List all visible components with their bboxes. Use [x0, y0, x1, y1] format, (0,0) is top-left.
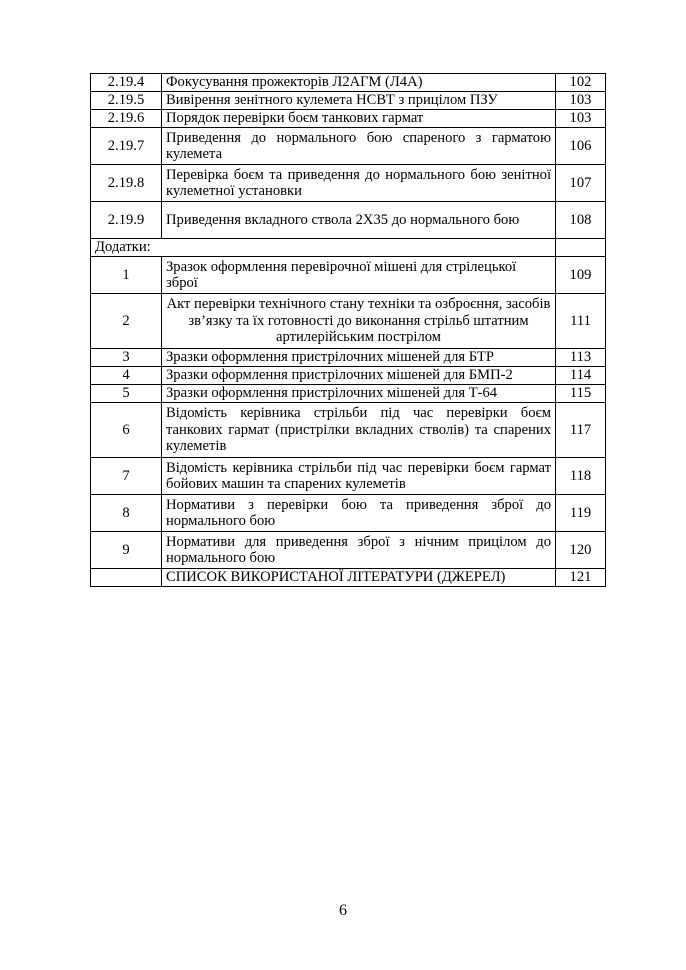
- page-ref: 113: [556, 349, 606, 367]
- table-row: [91, 532, 606, 569]
- appendix-title: Зразки оформлення пристрілочних мішеней для Т-64: [162, 385, 556, 403]
- appendix-number: 5: [91, 385, 162, 403]
- section-title: Приведення до нормального бою спареного з гарматою кулемета: [162, 128, 556, 165]
- page-ref: 118: [556, 458, 606, 495]
- table-row: [91, 128, 606, 165]
- section-title: Приведення вкладного ствола 2Х35 до нормального бою: [162, 202, 556, 239]
- appendix-number: 6: [91, 403, 162, 458]
- appendix-number: 3: [91, 349, 162, 367]
- table-row: [91, 403, 606, 458]
- appendix-heading: Додатки:: [91, 239, 556, 257]
- appendix-title: Нормативи для приведення зброї з нічним прицілом до нормального бою: [162, 532, 556, 569]
- page-ref: 121: [556, 569, 606, 587]
- table-of-contents: [90, 73, 606, 587]
- page-ref: 115: [556, 385, 606, 403]
- appendix-title: Зразки оформлення пристрілочних мішеней для БТР: [162, 349, 556, 367]
- appendix-title: Зразки оформлення пристрілочних мішеней для БМП-2: [162, 367, 556, 385]
- appendix-title: Відомість керівника стрільби під час перевірки боєм танкових гармат (пристрілки вкладних стволів) та спарених кулеметів: [162, 403, 556, 458]
- table-row: [91, 202, 606, 239]
- appendix-number: 7: [91, 458, 162, 495]
- table-row: [91, 74, 606, 92]
- page-ref: 119: [556, 495, 606, 532]
- section-title: Фокусування прожекторів Л2АГМ (Л4А): [162, 74, 556, 92]
- appendix-number: 8: [91, 495, 162, 532]
- page-ref: 102: [556, 74, 606, 92]
- page-ref: 108: [556, 202, 606, 239]
- table-row: [91, 385, 606, 403]
- appendix-number: 9: [91, 532, 162, 569]
- appendix-number: 4: [91, 367, 162, 385]
- page-ref: 103: [556, 110, 606, 128]
- section-number: 2.19.7: [91, 128, 162, 165]
- table-row: [91, 495, 606, 532]
- page-number: 6: [339, 902, 347, 919]
- references-title: СПИСОК ВИКОРИСТАНОЇ ЛІТЕРАТУРИ (ДЖЕРЕЛ): [162, 569, 556, 587]
- page-ref: 103: [556, 92, 606, 110]
- table-row: [91, 257, 606, 294]
- section-title: Перевірка боєм та приведення до нормального бою зенітної кулеметної установки: [162, 165, 556, 202]
- table-row: [91, 110, 606, 128]
- table-row: [91, 239, 606, 257]
- table-row: [91, 92, 606, 110]
- section-number-empty: [91, 569, 162, 587]
- page-ref: 120: [556, 532, 606, 569]
- section-number: 2.19.9: [91, 202, 162, 239]
- table-row: [91, 458, 606, 495]
- page-ref-empty: [556, 239, 606, 257]
- page-ref: 111: [556, 294, 606, 349]
- table-row: [91, 569, 606, 587]
- section-title: Порядок перевірки боєм танкових гармат: [162, 110, 556, 128]
- page-ref: 106: [556, 128, 606, 165]
- section-number: 2.19.6: [91, 110, 162, 128]
- section-title: Вивірення зенітного кулемета НСВТ з прицілом ПЗУ: [162, 92, 556, 110]
- appendix-title: Зразок оформлення перевірочної мішені для стрілецької зброї: [162, 257, 556, 294]
- table-row: [91, 349, 606, 367]
- table-row: [91, 367, 606, 385]
- page-ref: 114: [556, 367, 606, 385]
- section-number: 2.19.8: [91, 165, 162, 202]
- table-row: [91, 165, 606, 202]
- section-number: 2.19.4: [91, 74, 162, 92]
- page-ref: 117: [556, 403, 606, 458]
- appendix-title: Акт перевірки технічного стану техніки та озброєння, засобів зв’язку та їх готовності до виконання стрільб штатним артилерійським пострілом: [162, 294, 556, 349]
- page-ref: 109: [556, 257, 606, 294]
- section-number: 2.19.5: [91, 92, 162, 110]
- appendix-title: Нормативи з перевірки бою та приведення зброї до нормального бою: [162, 495, 556, 532]
- appendix-number: 2: [91, 294, 162, 349]
- page-ref: 107: [556, 165, 606, 202]
- appendix-number: 1: [91, 257, 162, 294]
- appendix-title: Відомість керівника стрільби під час перевірки боєм гармат бойових машин та спарених кулеметів: [162, 458, 556, 495]
- table-row: [91, 294, 606, 349]
